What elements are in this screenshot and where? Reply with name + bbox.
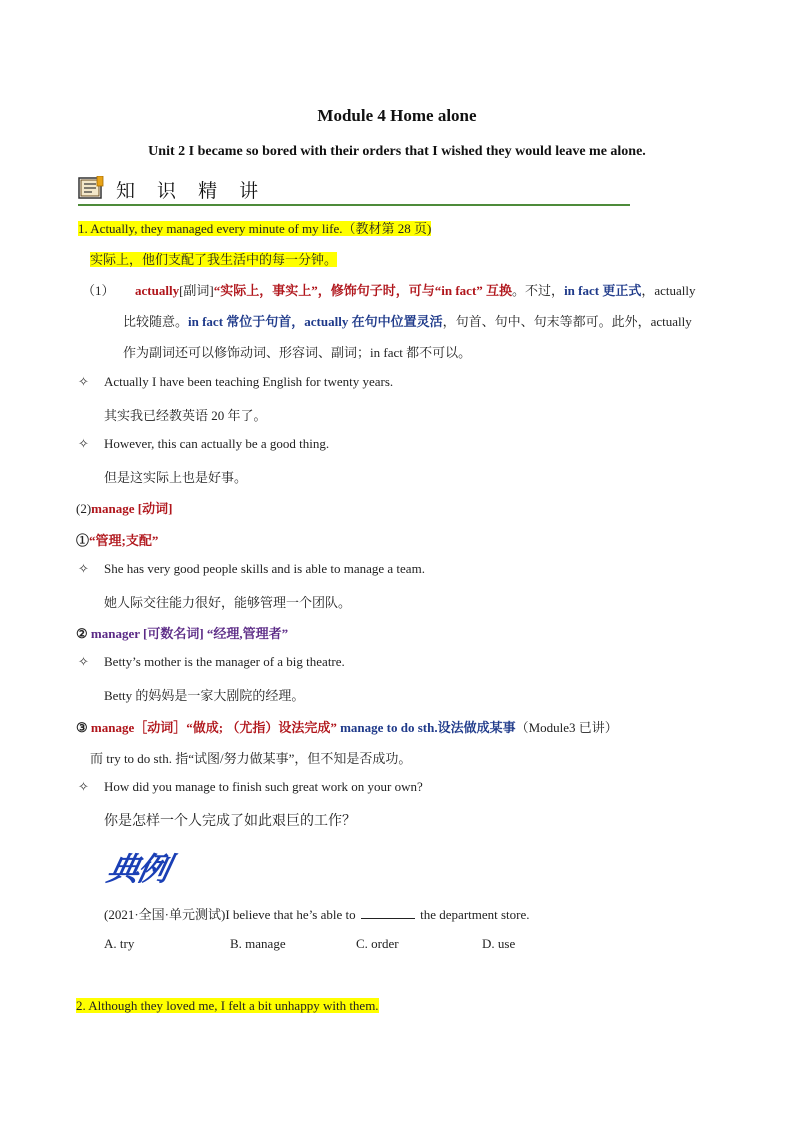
diamond-bullet-icon: ✧	[78, 654, 89, 669]
example-sentence: ✧ Betty’s mother is the manager of a big theatre.	[78, 654, 345, 669]
option-b: B. manage	[230, 936, 286, 951]
actually-paragraph-1: （1） actually[副词]“实际上，事实上”，修饰句子时，可与“in fact” 互换。不过，in fact 更正式，actually	[82, 283, 696, 298]
page-subtitle: Unit 2 I became so bored with their orders that I wished they would leave me alone.	[148, 144, 646, 159]
example-label-stamp: 典例	[103, 850, 172, 888]
book-icon	[78, 176, 104, 200]
diamond-bullet-icon: ✧	[78, 779, 89, 794]
example-sentence: ✧ How did you manage to finish such great work on your own?	[78, 779, 423, 794]
example-sentence: ✧ However, this can actually be a good thing.	[78, 436, 330, 451]
example-sentence: ✧ Actually I have been teaching English for twenty years.	[78, 374, 394, 389]
page-title: Module 4 Home alone	[317, 106, 477, 125]
manage-meaning-1: ①“管理;支配”	[76, 533, 159, 548]
section-header	[78, 174, 630, 208]
exercise-question: (2021·全国·单元测试)I believe that he’s able to the department store.	[104, 907, 530, 922]
manage-note: 而 try to do sth. 指“试图/努力做某事”，但不知是否成功。	[90, 751, 412, 766]
example-translation: 但是这实际上也是好事。	[104, 470, 248, 485]
diamond-bullet-icon: ✧	[78, 561, 89, 576]
option-c: C. order	[356, 936, 399, 951]
item2-sentence: 2. Although they loved me, I felt a bit unhappy with them.	[76, 998, 379, 1013]
option-a: A. try	[104, 936, 135, 951]
item1-sentence: 1. Actually, they managed every minute of my life.（教材第 28 页)	[78, 221, 432, 236]
diamond-bullet-icon: ✧	[78, 374, 89, 389]
manage-meaning-2: ② manager [可数名词] “经理,管理者”	[76, 626, 289, 641]
example-translation: 她人际交往能力很好，能够管理一个团队。	[104, 595, 352, 610]
section-divider	[78, 204, 630, 206]
example-translation: Betty 的妈妈是一家大剧院的经理。	[104, 688, 305, 703]
manage-heading: (2)manage [动词]	[76, 501, 173, 516]
example-translation: 你是怎样一个人完成了如此艰巨的工作？	[104, 814, 356, 829]
answer-blank	[361, 906, 415, 919]
item1-translation: 实际上，他们支配了我生活中的每一分钟。	[90, 252, 338, 267]
actually-paragraph-3: 作为副词还可以修饰动词、形容词、副词；in fact 都不可以。	[123, 345, 472, 360]
diamond-bullet-icon: ✧	[78, 436, 89, 451]
example-translation: 其实我已经教英语 20 年了。	[104, 408, 267, 423]
section-header-text: 知 识 精 讲	[116, 180, 267, 202]
manage-meaning-3: ③ manage［动词］“做成; （尤指）设法完成” manage to do sth.设法做成某事（Module3 已讲）	[76, 720, 618, 735]
actually-paragraph-2: 比较随意。in fact 常位于句首，actually 在句中位置灵活，句首、句中、句末等都可。此外，actually	[123, 314, 692, 329]
example-sentence: ✧ She has very good people skills and is able to manage a team.	[78, 561, 425, 576]
option-d: D. use	[482, 936, 516, 951]
